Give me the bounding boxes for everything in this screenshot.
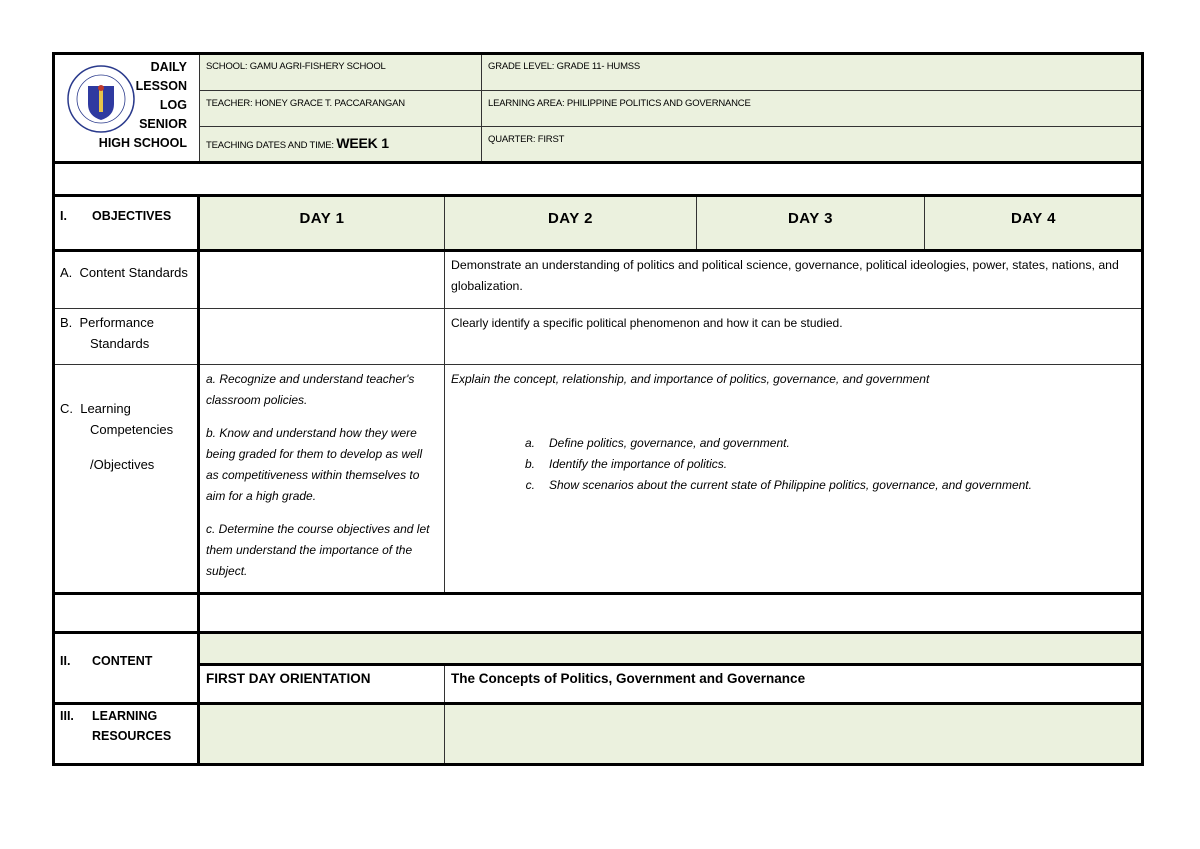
label-line: Standards	[90, 335, 150, 351]
blank-cell	[199, 593, 1143, 633]
objective-item	[507, 454, 1136, 475]
resources-rest	[444, 703, 1143, 765]
title-line: DAILY	[150, 60, 187, 74]
section-label: LEARNING	[92, 709, 158, 723]
performance-standards-text: Clearly identify a specific political phenomenon and how it can be studied.	[444, 308, 1143, 365]
section-num: I.	[60, 209, 67, 223]
resources-day1	[199, 703, 445, 765]
section-num: II.	[60, 654, 71, 668]
dates-label: TEACHING DATES AND TIME:	[206, 140, 334, 151]
blank-row	[53, 162, 1143, 196]
item-marker: c.	[525, 478, 535, 493]
main-competency: Explain the concept, relationship, and importance of politics, governance, and government	[451, 372, 930, 386]
day-3-header: DAY 3	[696, 195, 925, 251]
content-day1: FIRST DAY ORIENTATION	[199, 664, 445, 704]
area-field: LEARNING AREA: PHILIPPINE POLITICS AND GOVERNANCE	[481, 90, 1143, 127]
learning-competencies-main	[444, 364, 1143, 594]
performance-standards-day1	[199, 308, 445, 365]
day-4-header: DAY 4	[924, 195, 1143, 251]
title-line: LESSON	[135, 79, 187, 93]
title-line: SENIOR	[139, 117, 187, 131]
objective-item	[507, 433, 1136, 454]
section-label: RESOURCES	[92, 729, 172, 743]
day1-objective: b. Know and understand how they were being graded for them to develop as well as competitiveness within themselves to aim for a high grade.	[206, 426, 423, 503]
learning-competencies-label	[53, 364, 200, 594]
label-line: Competencies	[90, 422, 174, 437]
title-cell	[53, 53, 200, 163]
item-marker: b.	[524, 457, 535, 472]
section-label: CONTENT	[92, 654, 153, 668]
item-text: Identify the importance of politics.	[549, 457, 728, 472]
school-field: SCHOOL: GAMU AGRI-FISHERY SCHOOL	[199, 53, 482, 91]
blank-label-cell	[53, 593, 200, 633]
title-line: LOG	[159, 98, 187, 112]
performance-standards-label	[53, 308, 200, 365]
deped-seal-logo	[66, 64, 136, 134]
day1-objective: a. Recognize and understand teacher's classroom policies.	[206, 372, 415, 407]
item-marker: a.	[524, 436, 535, 451]
dates-field	[199, 126, 482, 163]
day1-objective: c. Determine the course objectives and let them understand the importance of the subject.	[206, 522, 430, 578]
section-label: OBJECTIVES	[92, 209, 172, 223]
objectives-label	[53, 195, 200, 251]
content-standards-label: A. Content Standards	[53, 250, 200, 309]
title-line: HIGH SCHOOL	[98, 136, 187, 150]
label-line: /Objectives	[90, 457, 155, 472]
day-1-header: DAY 1	[199, 195, 445, 251]
objective-item	[507, 475, 1136, 496]
quarter-field: QUARTER: FIRST	[481, 126, 1143, 163]
content-topic: The Concepts of Politics, Government and Governance	[444, 664, 1143, 704]
item-text: Show scenarios about the current state of Philippine politics, governance, and government.	[549, 478, 1032, 493]
learning-resources-label	[53, 703, 200, 765]
label-line: C. Learning	[60, 401, 131, 416]
content-standards-day1	[199, 250, 445, 309]
learning-competencies-day1	[199, 364, 445, 594]
day-2-header: DAY 2	[444, 195, 697, 251]
section-num: III.	[60, 709, 74, 723]
content-green-band	[199, 632, 1143, 665]
content-label	[53, 632, 200, 704]
item-text: Define politics, governance, and government.	[549, 436, 790, 451]
teacher-field: TEACHER: HONEY GRACE T. PACCARANGAN	[199, 90, 482, 127]
grade-field: GRADE LEVEL: GRADE 11- HUMSS	[481, 53, 1143, 91]
dates-value: WEEK 1	[336, 135, 389, 151]
label-line: B. Performance	[60, 315, 154, 330]
content-standards-text: Demonstrate an understanding of politics and political science, governance, political ideologies, power, states, nations, and globalization.	[444, 250, 1143, 309]
